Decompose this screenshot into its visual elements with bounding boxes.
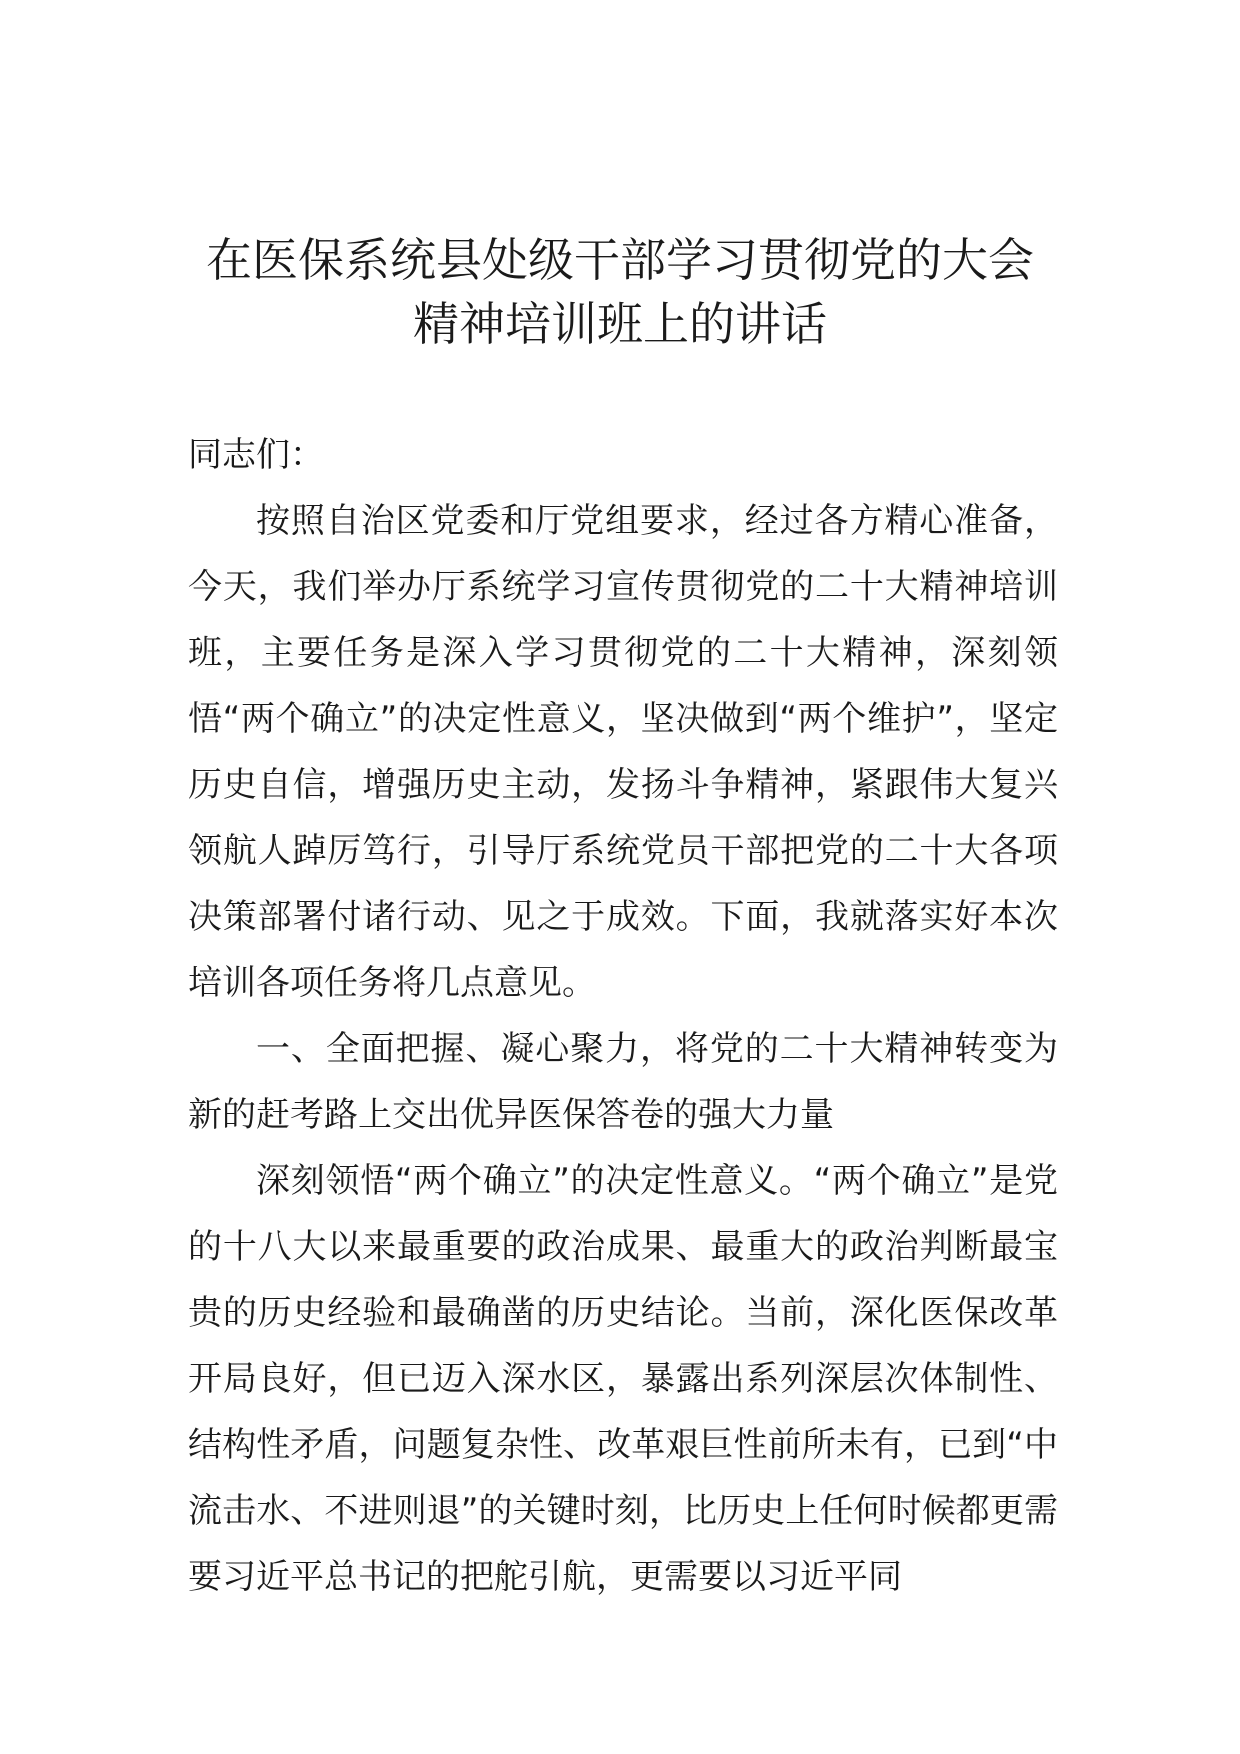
salutation: 同志们：: [188, 435, 324, 475]
intro-paragraph: 按照自治区党委和厅党组要求，经过各方精心准备，今天，我们举办厅系统学习宣传贯彻党的二十大精神培训班，主要任务是深入学习贯彻党的二十大精神，深刻领悟“两个确立”的决定性意义，坚决做到“两个维护”，坚定历史自信，增强历史主动，发扬斗争精神，紧跟伟大复兴领航人踔厉笃行，引导厅系统党员干部把党的二十大各项决策部署付诸行动、见之于成效。下面，我就落实好本次培训各项任务将几点意见。: [188, 501, 1058, 1003]
document-title-line-1: 在医保系统县处级干部学习贯彻党的大会: [206, 233, 1034, 287]
section-heading-1: 一、全面把握、凝心聚力，将党的二十大精神转变为新的赶考路上交出优异医保答卷的强大力量: [188, 1029, 1058, 1135]
document-title-line-2: 精神培训班上的讲话: [413, 297, 827, 351]
document-body: [188, 422, 1058, 1610]
body-paragraph: 深刻领悟“两个确立”的决定性意义。“两个确立”是党的十八大以来最重要的政治成果、最重大的政治判断最宝贵的历史经验和最确凿的历史结论。当前，深化医保改革开局良好，但已迈入深水区，暴露出系列深层次体制性、结构性矛盾，问题复杂性、改革艰巨性前所未有，已到“中流击水、不进则退”的关键时刻，比历史上任何时候都更需要习近平总书记的把舵引航，更需要以习近平同: [188, 1161, 1058, 1597]
